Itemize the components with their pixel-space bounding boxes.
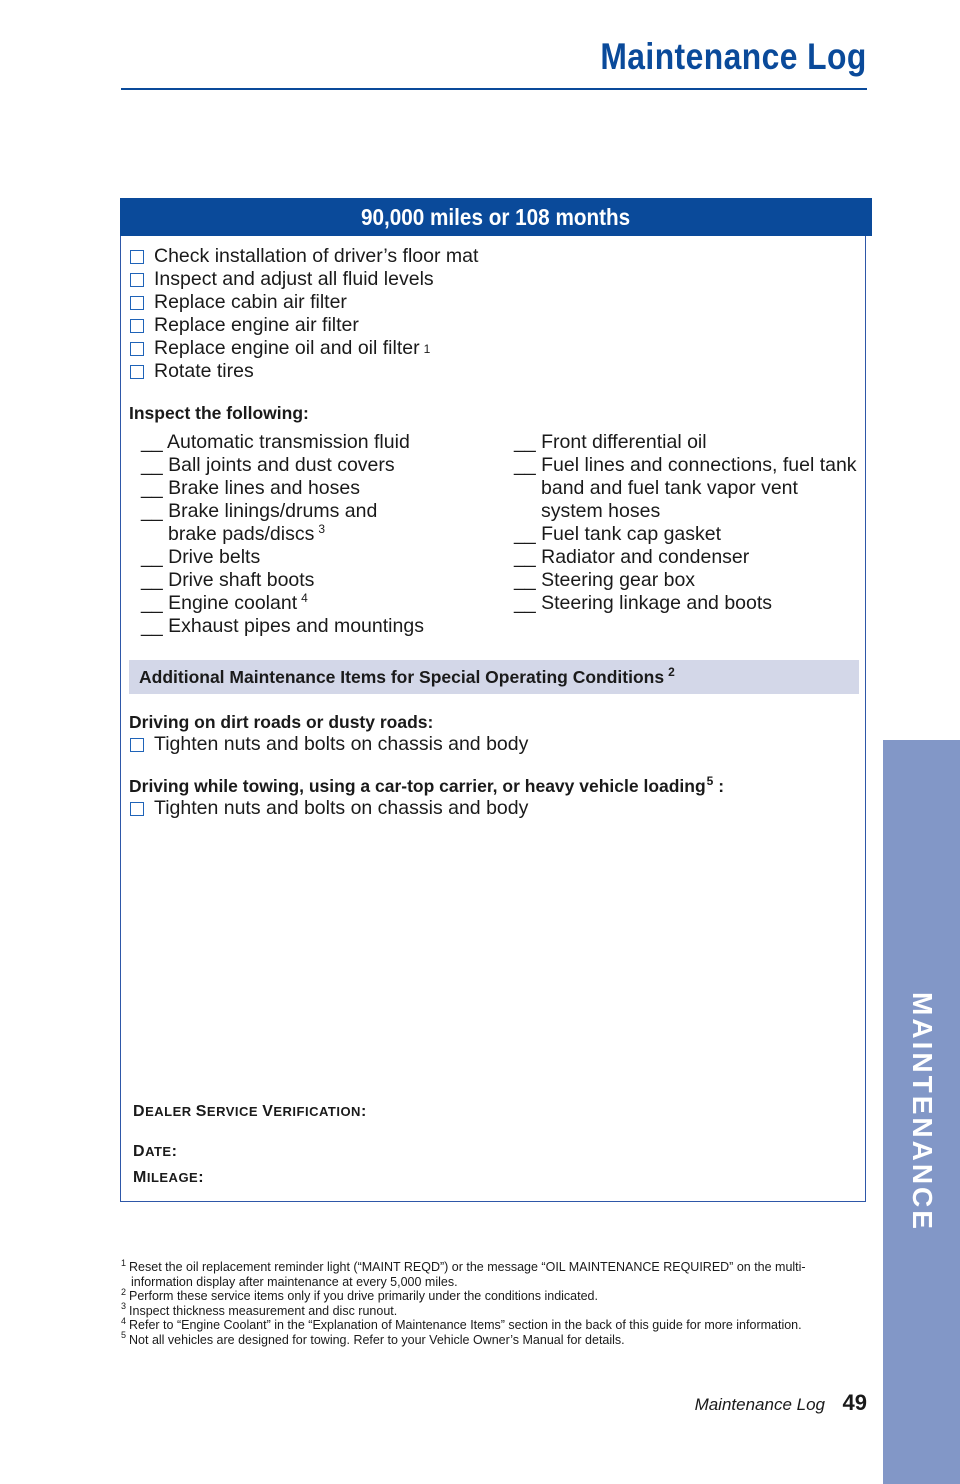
dealer-verification-label: DEALER SERVICE VERIFICATION: [133,1103,367,1120]
title-rule [121,88,867,90]
checkbox[interactable] [130,802,144,816]
special-conditions-bar [129,660,859,694]
checklist-item[interactable]: Check installation of driver’s floor mat [130,245,478,268]
checkbox[interactable] [130,738,144,752]
checkbox[interactable] [130,296,144,310]
inspect-item: __ Brake linings/drums and brake pads/discs $^3$ [141,500,378,545]
footnote: $^4$ Refer to “Engine Coolant” in the “Explanation of Maintenance Items” section in the back of this guide for more information. [121,1315,802,1332]
inspect-heading: Inspect the following: [129,403,309,423]
inspect-item: __ Ball joints and dust covers [141,454,395,476]
inspect-item: __ Radiator and condenser [514,546,750,568]
inspect-item: __ Exhaust pipes and mountings [141,615,424,637]
mileage-label: MILEAGE: [133,1169,205,1186]
interval-header: 90,000 miles or 108 months [120,198,872,236]
special-conditions-title: Additional Maintenance Items for Special Operating Conditions $^2$ [139,665,675,687]
date-label: DATE: [133,1143,178,1160]
checklist-item[interactable]: Replace engine oil and oil filter 1 [130,337,478,360]
footnote: $^2$ Perform these service items only if you drive primarily under the conditions indicated. [121,1286,598,1303]
service-checklist [130,245,478,383]
side-tab-label: MAINTENANCE [906,992,938,1232]
inspect-item: __ Steering gear box [514,569,696,591]
footnote: $^3$ Inspect thickness measurement and disc runout. [121,1301,398,1318]
footnote-ref: 4 [301,590,308,605]
section-side-tab [883,740,960,1484]
inspect-item: __ Fuel lines and connections, fuel tank band and fuel tank vapor vent system hoses [514,454,857,522]
dusty-roads-heading: Driving on dirt roads or dusty roads: [129,712,434,732]
inspect-list-left [141,431,491,638]
page-number: 49 [842,1390,867,1415]
inspect-item: __ Drive belts [141,546,261,568]
inspect-item: __ Front differential oil [514,431,707,453]
checkbox[interactable] [130,319,144,333]
footnote-ref: 2 [668,665,675,680]
footnote: $^5$ Not all vehicles are designed for towing. Refer to your Vehicle Owner’s Manual for details. [121,1330,625,1347]
inspect-item: __ Steering linkage and boots [514,592,773,614]
footnote-ref: 5 [706,774,714,789]
towing-heading: Driving while towing, using a car-top carrier, or heavy vehicle loading$^5$ : [129,774,725,796]
footer-label: Maintenance Log [694,1395,825,1414]
checkbox[interactable] [130,273,144,287]
checklist-item[interactable]: Tighten nuts and bolts on chassis and body [130,733,528,756]
checklist-item[interactable]: Replace engine air filter [130,314,478,337]
inspect-item: __ Drive shaft boots [141,569,315,591]
maintenance-box [120,198,866,1202]
checkbox[interactable] [130,365,144,379]
inspect-item: __ Engine coolant $^4$ [141,590,308,614]
checkbox[interactable] [130,342,144,356]
inspect-item: __ Brake lines and hoses [141,477,360,499]
inspect-list-right [514,431,864,615]
checklist-item[interactable]: Replace cabin air filter [130,291,478,314]
footnotes [121,1257,861,1347]
inspect-item: __ Fuel tank cap gasket [514,523,722,545]
checkbox[interactable] [130,250,144,264]
inspect-item: __ Automatic transmission fluid [141,431,410,453]
checklist-item[interactable]: Rotate tires [130,360,478,383]
checklist-item[interactable]: Inspect and adjust all fluid levels [130,268,478,291]
page-title: Maintenance Log [600,36,867,77]
footnote-ref: 3 [318,521,326,536]
checklist-item[interactable]: Tighten nuts and bolts on chassis and body [130,797,528,820]
footnote: $^1$ Reset the oil replacement reminder light (“MAINT REQD”) or the message “OIL MAINTENANCE REQUIRED” on the multi-information display after maintenance at every 5,000 miles. [121,1257,806,1289]
